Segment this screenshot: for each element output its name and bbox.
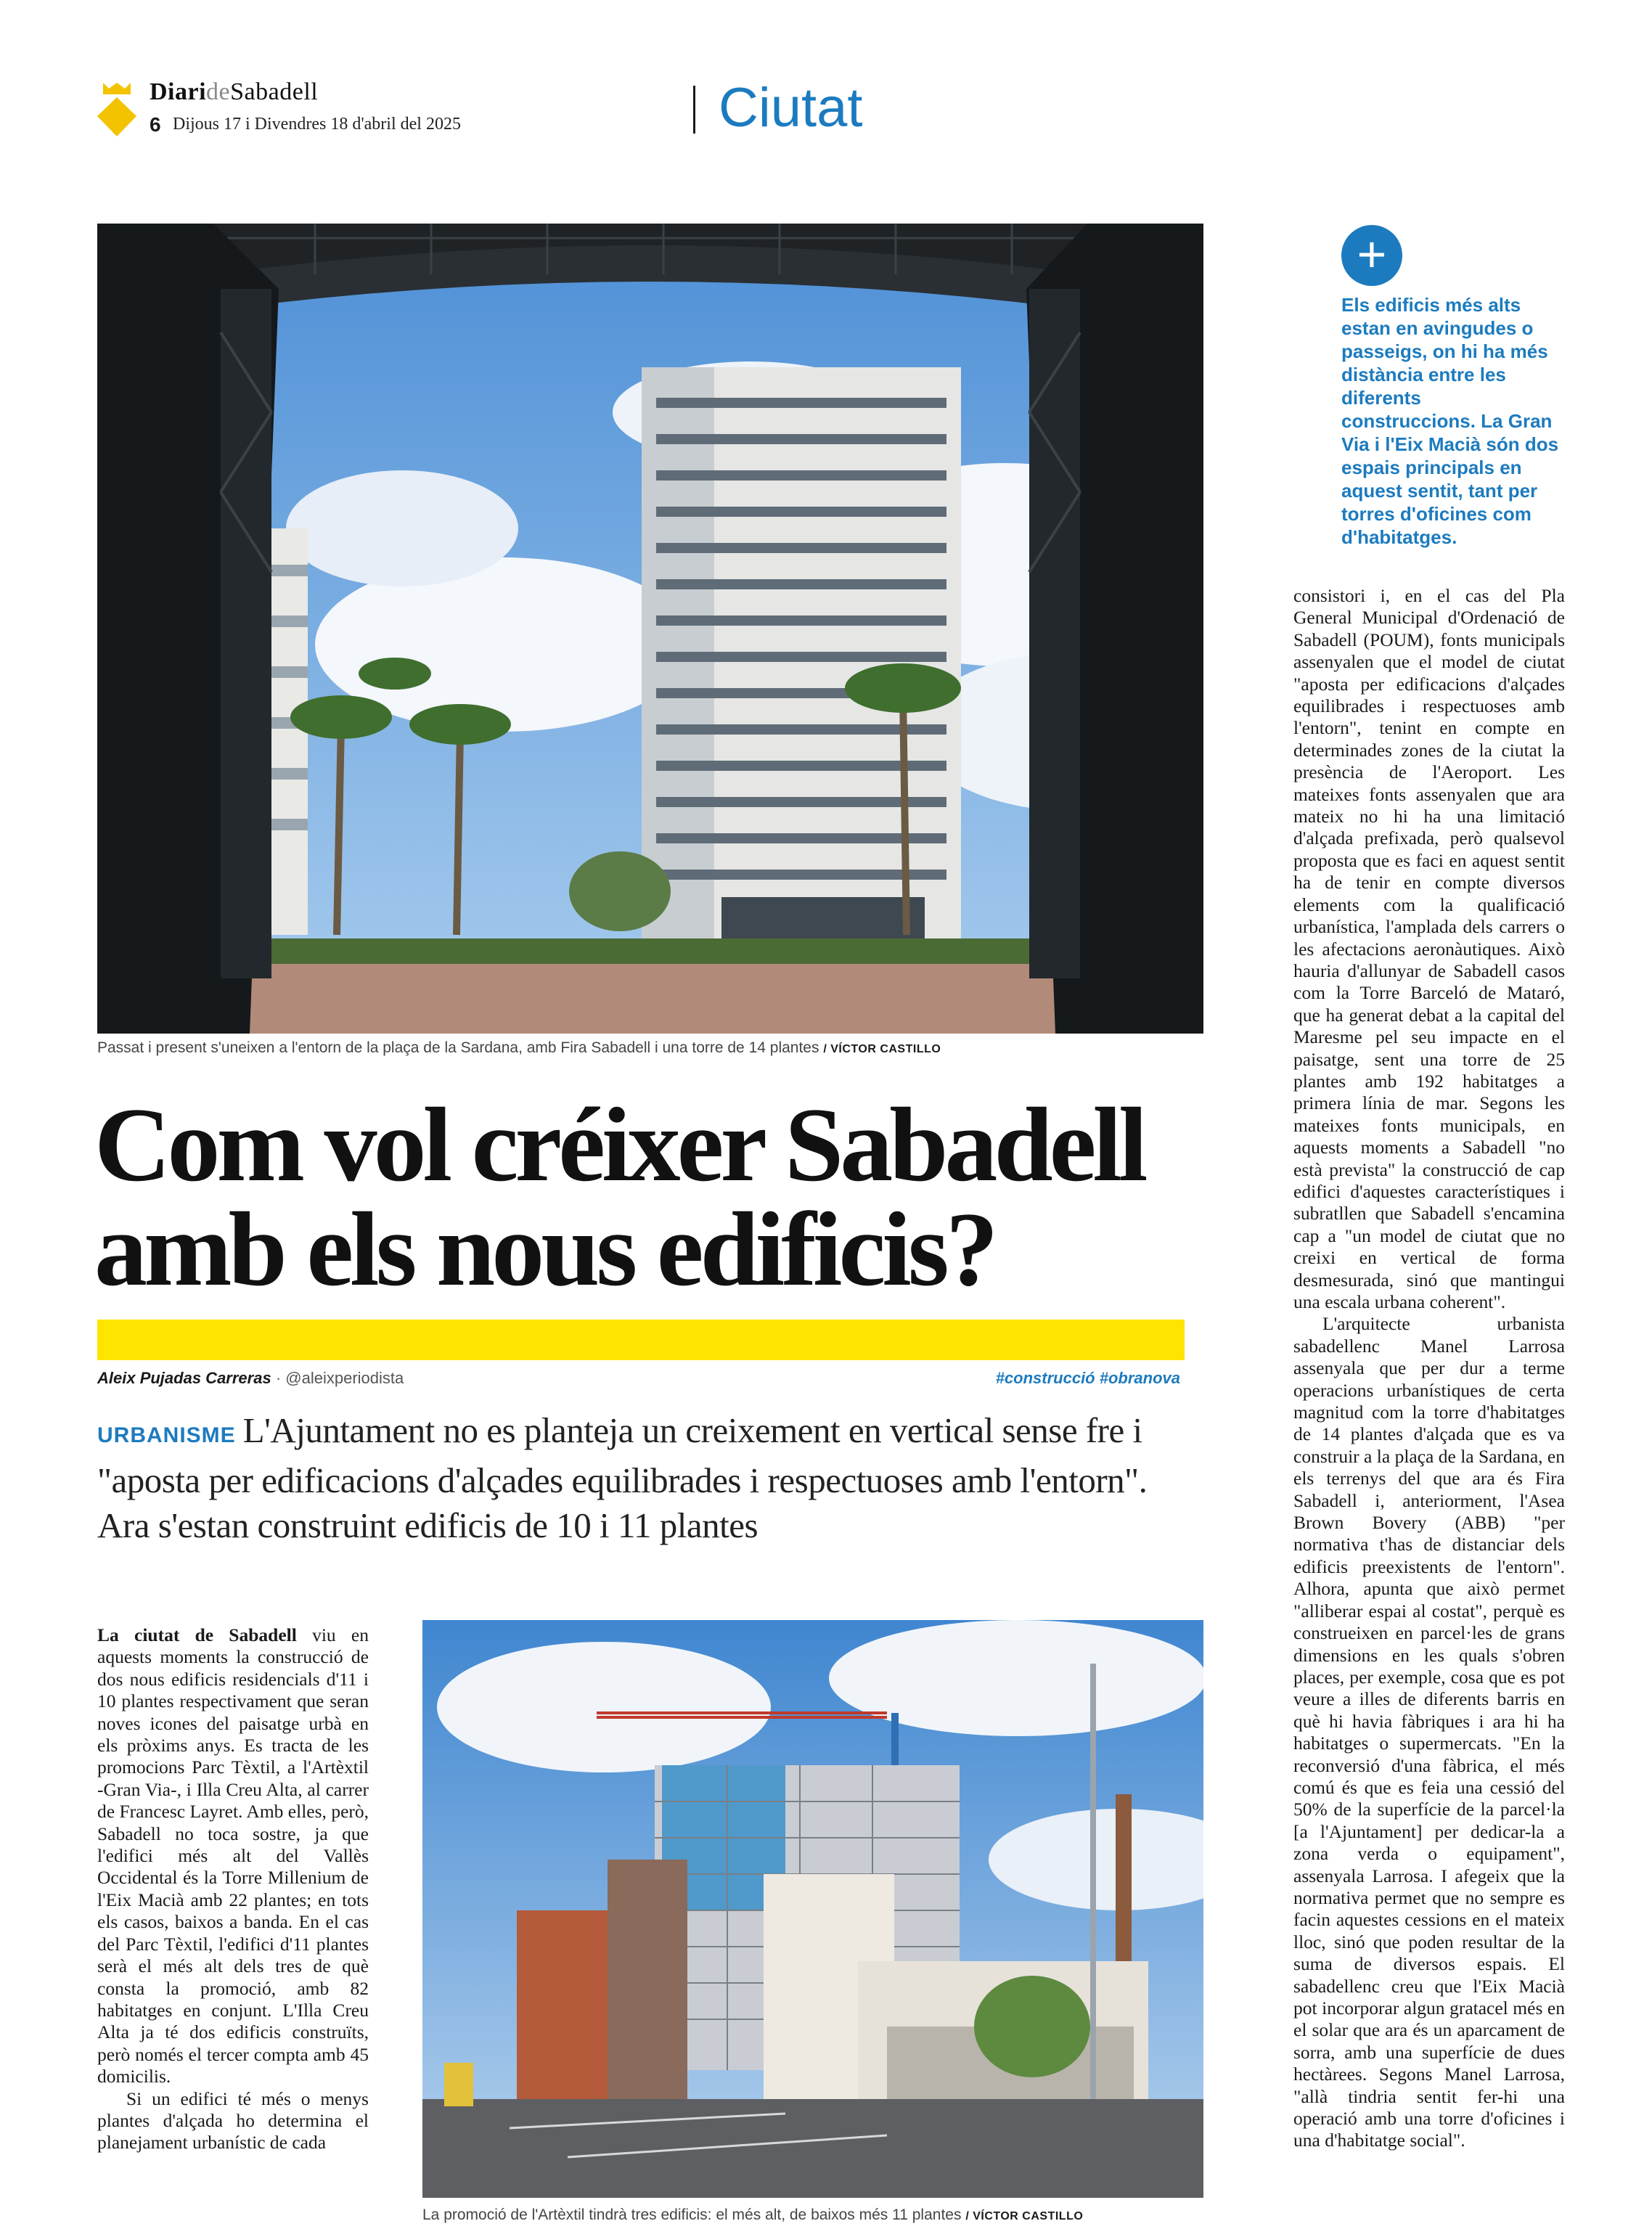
brand-wordmark[interactable] — [150, 78, 318, 106]
section-divider — [693, 86, 695, 134]
brand-de: de — [206, 78, 231, 105]
byline-separator: · — [275, 1369, 282, 1387]
headline-highlight-bar — [97, 1320, 1185, 1360]
top-photo-illustration — [97, 224, 1203, 1034]
brand-city: Sabadell — [230, 78, 319, 105]
plus-icon[interactable]: + — [1341, 225, 1402, 286]
bottom-photo-caption — [422, 2206, 1221, 2224]
top-caption-text: Passat i present s'uneixen a l'entorn de la plaça de la Sardana, amb Fira Sabadell i una torre de 14 plantes — [97, 1039, 819, 1056]
top-photo-caption — [97, 1039, 1186, 1057]
body-column-1 — [97, 1624, 369, 2154]
sidebar-note: Els edificis més alts estan en avingudes o passeigs, on hi ha més distància entre les diferents construccions. La Gran Via i l'Eix Macià són dos espais principals en aquest sentit, tant per torres d'oficines com d'habitatges. — [1341, 294, 1559, 548]
headline-line-2: amb els nous edificis? — [94, 1190, 995, 1308]
body-col3-p2: L'arquitecte urbanista sabadellenc Manel Larrosa assenyala que per dur a terme operacions urbanístiques de certa magnitud com la torre d'habitatges de 14 plantes d'alçada que es va construir a la plaça de la Sardana, en els terrenys del que ara és Fira Sabadell i, anteriorment, l'Asea Brown Bovery (ABB) "per normativa t'has de distanciar dels edificis preexistents de l'entorn". Alhora, apunta que això permet "alliberar espai al costat", perquè es construeixen en parcel·les de grans dimensions en les quals s'obren places, per exemple, cosa que es pot veure a illes de diferents barris en què hi havia fàbriques i ara hi ha habitatges o supermercats. "En la reconversió d'una fàbrica, el més comú és que es feia una cessió del 50% de la superfície de la parcel·la [a l'Ajuntament] per dedicar-la a zona verda o equipament", assenyala Larrosa. I afegeix que la normativa permet que no sempre es facin aquestes cessions en el mateix lloc, sinó que poden resultar de la suma de diversos espais. El sabadellenc creu que l'Eix Macià pot incorporar algun gratacel més en el solar que ara és un aparcament de sorra, amb una superfície de dues hectàrees. Segons Manel Larrosa, "allà tindria sentit fer-hi una operació amb una torre d'oficines i una d'habitatge social". — [1293, 1313, 1565, 2151]
top-photo[interactable] — [97, 224, 1203, 1034]
body-lede: La ciutat de Sabadell — [97, 1624, 297, 1645]
body-col1-p2: Si un edifici té més o menys plantes d'alçada ho determina el planejament urbanístic de cada — [97, 2087, 369, 2154]
headline-line-1: Com vol créixer Sabadell — [94, 1086, 1145, 1203]
bottom-photo-credit: / VÍCTOR CASTILLO — [965, 2210, 1084, 2222]
brand-main: Diari — [150, 78, 207, 105]
lead-text: L'Ajuntament no es planteja un creixement en vertical sense fre i "aposta per edificacions d'alçades equilibrades i respectuoses amb l'entorn". Ara s'estan construint edificis de 10 i 11 plantes — [97, 1410, 1148, 1545]
body-col3-p1: consistori i, en el cas del Pla General Municipal d'Ordenació de Sabadell (POUM), fonts municipals assenyalen que el model de ciutat "aposta per edificacions d'alçades equilibrades i respectuoses amb l'entorn", tenint en compte en determinades zones de la ciutat la presència de l'Aeroport. Les mateixes fonts assenyalen que ara mateix no hi ha una limitació d'alçada prefixada, però qualsevol proposta que es faci en aquest sentit ha de tenir en compte diversos elements com la qualificació urbanística, l'amplada dels carrers o les afectacions aeronàutiques. Això hauria d'allunyar de Sabadell casos com la Torre Barceló de Mataró, que ha generat debat a la capital del Maresme pel seu impacte en el paisatge, sent una torre de 25 plantes amb 192 habitatges a primera línia de mar. Segons les mateixes fonts municipals, en aquests moments a Sabadell "no està prevista" la construcció de cap edifici d'aquestes característiques i subratllen que Sabadell s'encamina cap a "un model de ciutat que no creixi en vertical de forma desmesurada, sinó que mantingui una escala urbana coherent". — [1293, 585, 1565, 1312]
shield-logo-icon — [94, 80, 139, 138]
body-column-3 — [1293, 585, 1565, 2152]
body-col1-p1: viu en aquests moments la construcció de dos nous edificis residencials d'11 i 10 plantes respectivament que seran noves icones del paisatge urbà en els pròxims anys. Es tracta de les promocions Parc Tèxtil, a l'Artèxtil -Gran Via-, i Illa Creu Alta, al carrer de Francesc Layret. Amb elles, però, Sabadell no toca sostre, ja que l'edifici més alt del Vallès Occidental és la Torre Millenium de l'Eix Macià amb 22 plantes; en tots els casos, baixos a banda. En el cas del Parc Tèxtil, l'edifici d'11 plantes serà el més alt dels tres de què consta la promoció, amb 82 habitatges en conjunt. L'Illa Creu Alta ja té dos edificis construïts, però només el tercer compta amb 45 domicilis. — [97, 1624, 369, 2087]
bottom-photo-illustration — [422, 1620, 1203, 2198]
author-handle[interactable]: @aleixperiodista — [285, 1369, 404, 1387]
article-lead — [97, 1408, 1186, 1548]
byline — [97, 1369, 404, 1388]
top-photo-credit: / VÍCTOR CASTILLO — [823, 1043, 941, 1055]
author-name[interactable]: Aleix Pujadas Carreras — [97, 1369, 271, 1387]
article-headline — [94, 1086, 1227, 1308]
article-tags[interactable]: #construcció #obranova — [995, 1369, 1180, 1387]
page-number: 6 — [150, 113, 161, 136]
bottom-caption-text: La promoció de l'Artèxtil tindrà tres edificis: el més alt, de baixos més 11 plantes — [422, 2206, 962, 2223]
bottom-photo[interactable] — [422, 1620, 1203, 2198]
section-kicker: URBANISME — [97, 1423, 236, 1447]
publication-date: Dijous 17 i Divendres 18 d'abril del 2025 — [173, 115, 461, 134]
section-title[interactable]: Ciutat — [719, 77, 863, 139]
